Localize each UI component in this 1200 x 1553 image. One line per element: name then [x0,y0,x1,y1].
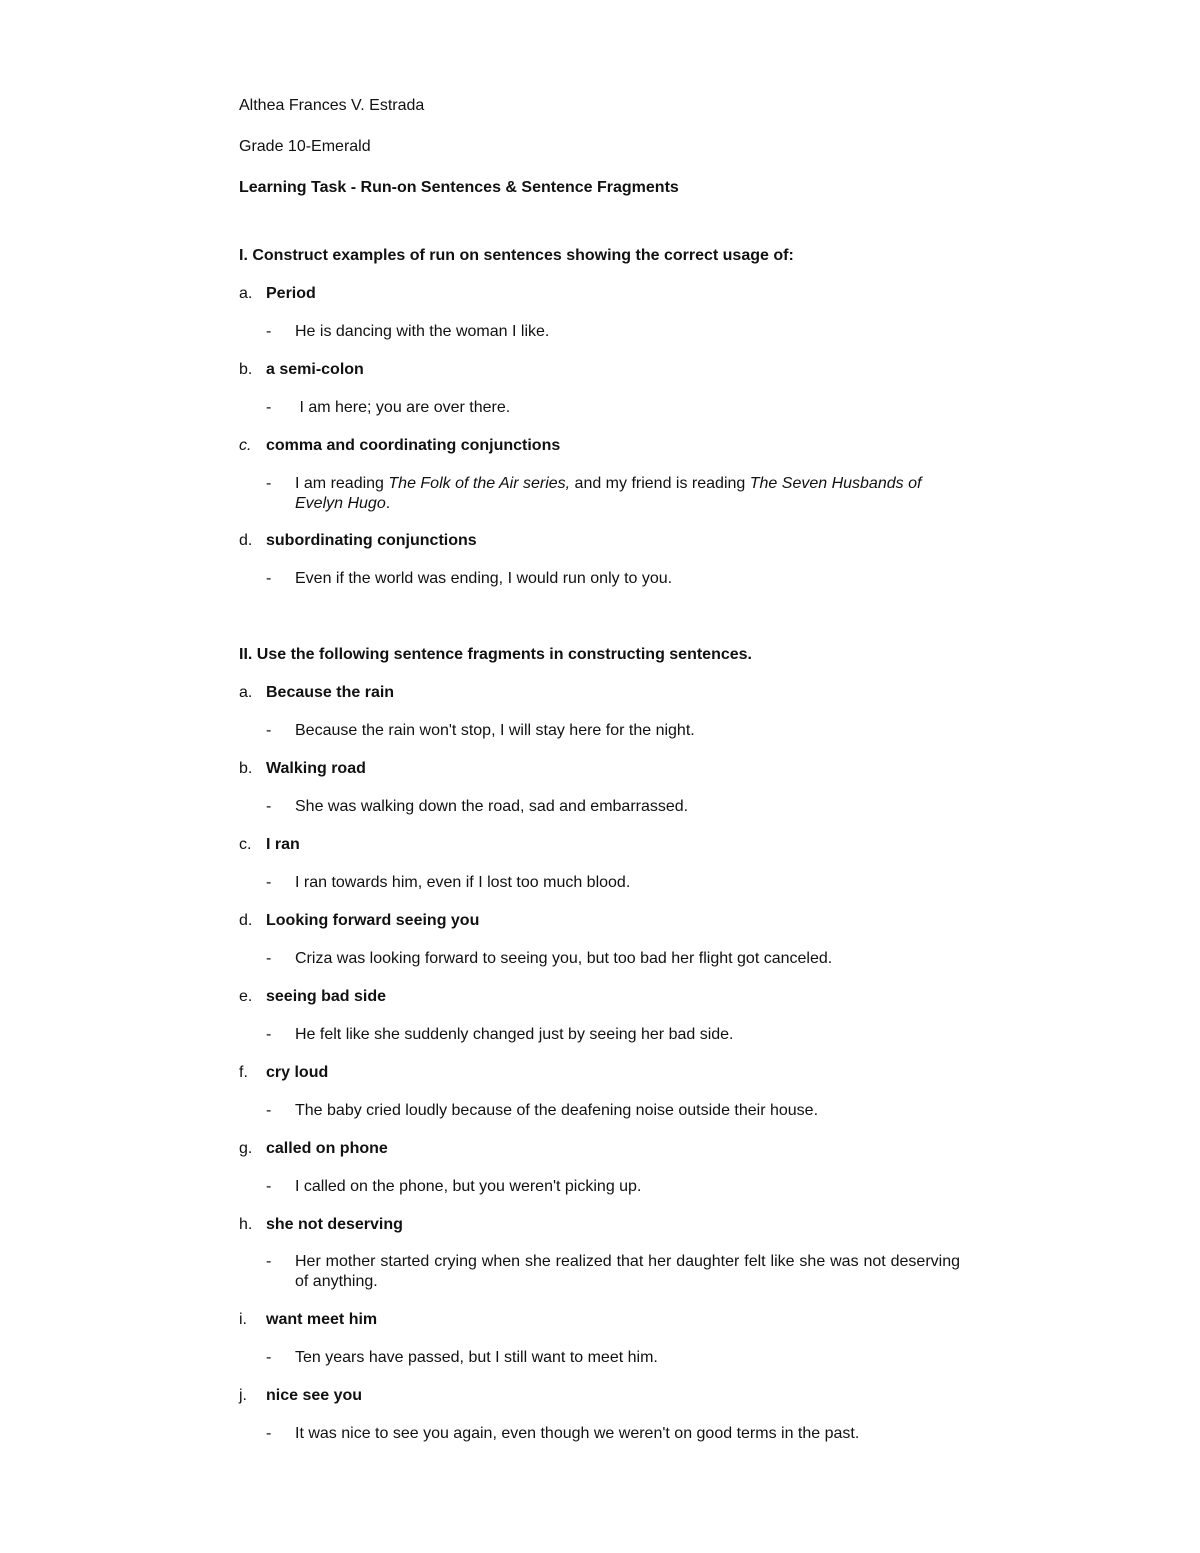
answer-text: I called on the phone, but you weren't picking up. [295,1178,642,1195]
item-label: subordinating conjunctions [266,532,477,549]
answer-text-part: . [385,495,391,512]
answer-text: He felt like she suddenly changed just by seeing her bad side. [295,1026,734,1043]
answer-text: Criza was looking forward to seeing you, but too bad her flight got canceled. [295,950,833,967]
item-letter: a. [239,285,253,302]
answer-text [295,474,960,514]
part2-answer-f [266,1101,960,1121]
item-letter: c. [239,836,252,853]
part2-answer-a [266,721,960,741]
dash-marker: - [266,475,272,492]
dash-marker: - [266,722,272,739]
dash-marker: - [266,1349,272,1366]
part1-answer-b [266,398,960,418]
part2-answer-b [266,797,960,817]
item-label: seeing bad side [266,988,387,1005]
dash-marker: - [266,570,272,587]
dash-marker: - [266,399,272,416]
item-label: she not deserving [266,1216,403,1233]
student-name: Althea Frances V. Estrada [239,97,425,114]
part2-item-d [239,911,479,931]
item-letter: b. [239,760,253,777]
part2-heading: II. Use the following sentence fragments in constructing sentences. [239,646,752,663]
item-label: Period [266,285,316,302]
dash-marker: - [266,1102,272,1119]
part1-item-c [239,436,560,456]
part2-answer-i [266,1348,960,1368]
item-label: comma and coordinating conjunctions [266,437,561,454]
answer-text-part: I am reading [295,475,389,492]
item-label: Looking forward seeing you [266,912,480,929]
part1-heading: I. Construct examples of run on sentences showing the correct usage of: [239,247,794,264]
part2-item-j [239,1386,362,1406]
document-title: Learning Task - Run-on Sentences & Sentence Fragments [239,179,679,196]
dash-marker: - [266,950,272,967]
part1-item-b [239,360,364,380]
part2-item-f [239,1063,328,1083]
part1-answer-d [266,569,960,589]
item-label: I ran [266,836,300,853]
item-letter: d. [239,912,253,929]
answer-text: She was walking down the road, sad and embarrassed. [295,798,689,815]
item-letter: h. [239,1216,253,1233]
book-title: The Seven Husbands of Evelyn Hugo [295,475,922,512]
part2-answer-c [266,873,960,893]
item-letter: b. [239,361,253,378]
part2-item-e [239,987,386,1007]
item-letter: i. [239,1311,247,1328]
part2-item-g [239,1139,388,1159]
item-label: want meet him [266,1311,378,1328]
answer-text: He is dancing with the woman I like. [295,323,550,340]
part1-item-a [239,284,316,304]
answer-text: I ran towards him, even if I lost too much blood. [295,874,631,891]
part2-item-h [239,1215,403,1235]
part2-answer-e [266,1025,960,1045]
part1-answer-a [266,322,960,342]
book-title: The Folk of the Air series, [388,475,571,492]
part2-item-a [239,683,394,703]
item-letter: a. [239,684,253,701]
dash-marker: - [266,323,272,340]
answer-text: Her mother started crying when she realized that her daughter felt like she was not deserving of anything. [295,1253,960,1290]
answer-text-part: and my friend is reading [570,475,750,492]
item-letter: g. [239,1140,253,1157]
item-label: Walking road [266,760,366,777]
student-grade: Grade 10-Emerald [239,138,371,155]
part2-answer-d [266,949,960,969]
item-label: called on phone [266,1140,388,1157]
answer-text: Because the rain won't stop, I will stay here for the night. [295,722,695,739]
item-letter: j. [239,1387,247,1404]
part2-answer-h [266,1252,960,1292]
item-label: Because the rain [266,684,395,701]
item-letter: f. [239,1064,248,1081]
answer-text: The baby cried loudly because of the deafening noise outside their house. [295,1102,819,1119]
item-letter: d. [239,532,253,549]
item-label: a semi-colon [266,361,364,378]
part2-answer-j [266,1424,960,1444]
answer-text: Ten years have passed, but I still want to meet him. [295,1349,658,1366]
dash-marker: - [266,1178,272,1195]
answer-text: Even if the world was ending, I would run only to you. [295,570,673,587]
dash-marker: - [266,874,272,891]
part1-item-d [239,531,477,551]
dash-marker: - [266,1425,272,1442]
item-letter: e. [239,988,253,1005]
part2-item-b [239,759,366,779]
answer-text: It was nice to see you again, even though we weren't on good terms in the past. [295,1425,860,1442]
dash-marker: - [266,798,272,815]
part2-item-i [239,1310,377,1330]
item-label: cry loud [266,1064,329,1081]
part1-answer-c [266,474,960,514]
item-label: nice see you [266,1387,363,1404]
part2-item-c [239,835,300,855]
part2-answer-g [266,1177,960,1197]
dash-marker: - [266,1026,272,1043]
answer-text: I am here; you are over there. [295,399,511,416]
item-letter: c. [239,437,252,454]
dash-marker: - [266,1253,272,1270]
